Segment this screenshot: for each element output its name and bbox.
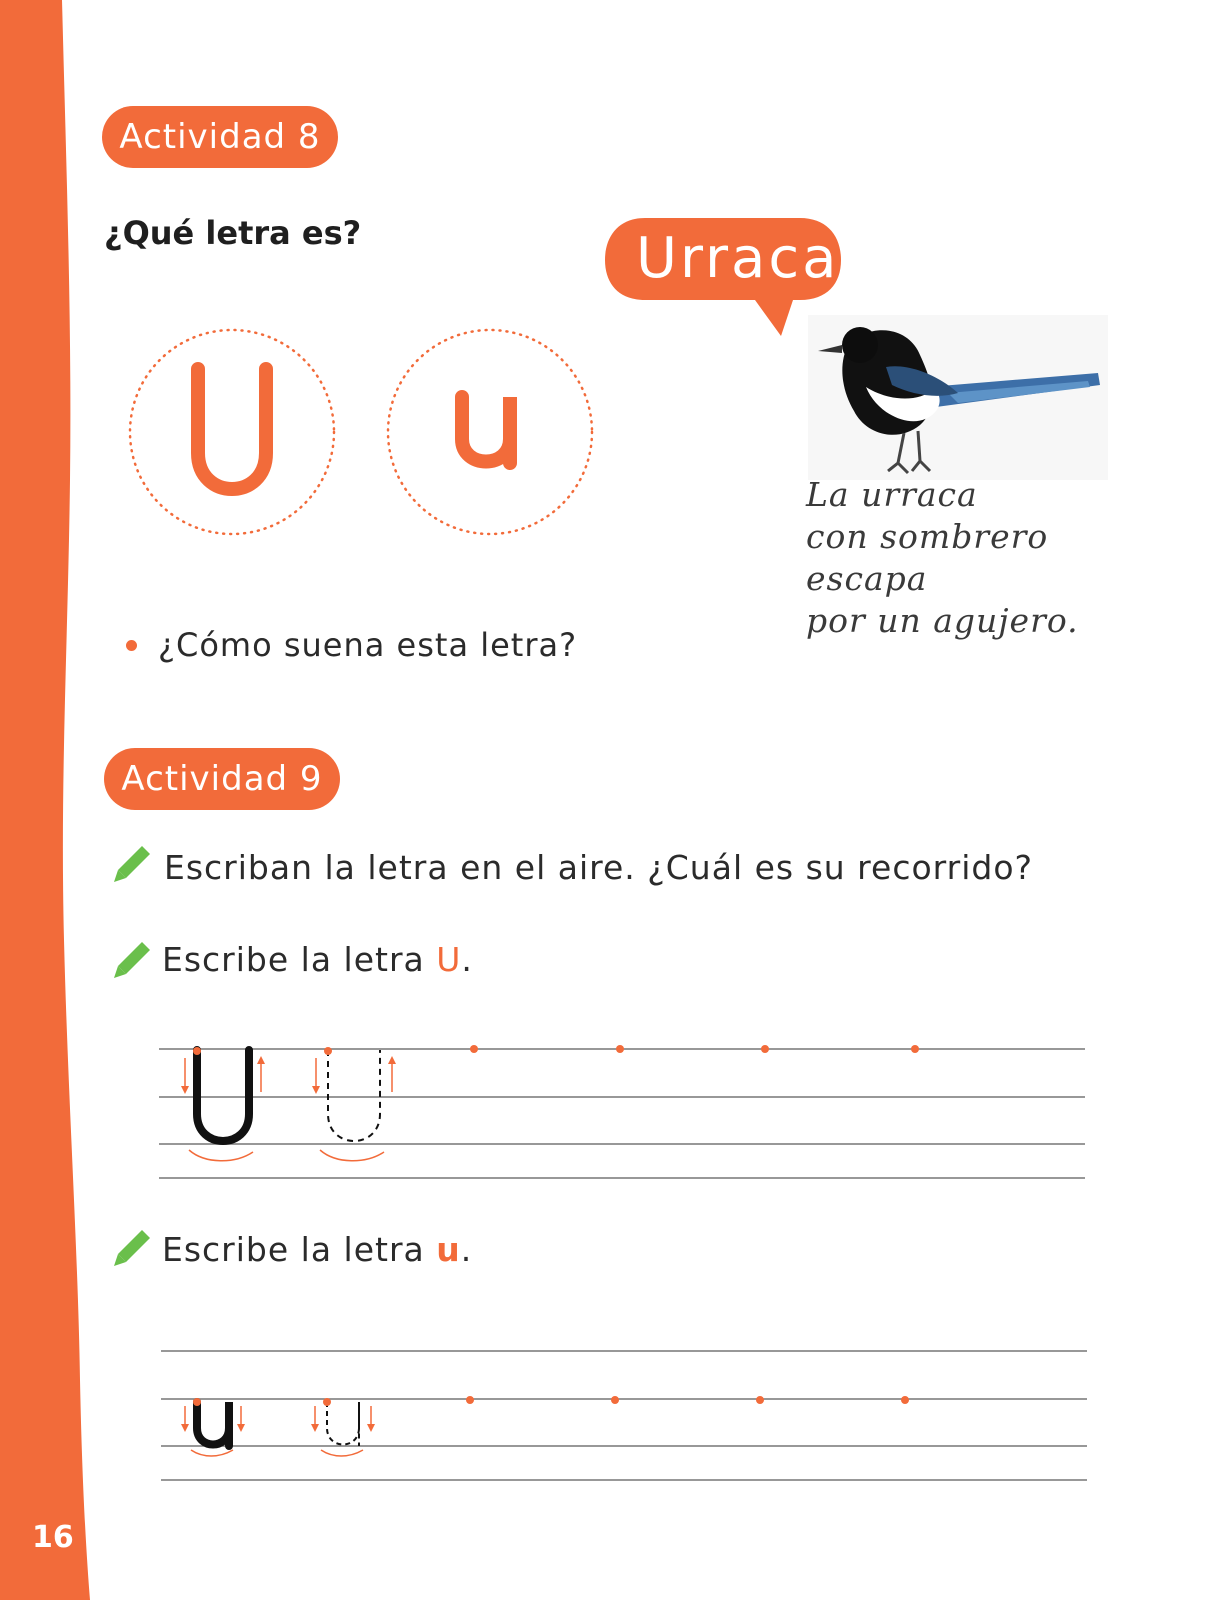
activity-9-label: Actividad 9: [121, 759, 323, 799]
page-side-band: [0, 0, 110, 1600]
poem-line: escapa: [806, 559, 928, 598]
page-number: 16: [32, 1520, 74, 1555]
instruction-letter: U: [436, 940, 462, 979]
instruction-end: .: [461, 940, 473, 979]
pencil-icon: [112, 1226, 154, 1268]
instruction-end: .: [460, 1230, 473, 1269]
lower-u-glyph: [462, 397, 510, 463]
dashed-upper-u: [328, 1050, 380, 1141]
dashed-lower-u: [327, 1402, 359, 1446]
poem-line: por un agujero.: [806, 601, 1079, 640]
activity-8-label: Actividad 8: [119, 117, 321, 157]
instruction-text: Escribe la letra: [162, 1230, 437, 1269]
writing-lines-upper: [155, 1010, 1090, 1180]
instruction-write-upper: [162, 940, 473, 979]
letter-circles: [120, 325, 600, 540]
magpie-bird-image: [808, 315, 1108, 480]
bullet-dot: [126, 640, 137, 651]
upper-u-glyph: [198, 369, 266, 489]
instruction-letter: u: [436, 1230, 461, 1269]
poem-line: con sombrero: [806, 517, 1049, 556]
poem: [806, 474, 1079, 642]
activity-9-badge: [104, 748, 340, 810]
model-lower-u: [197, 1402, 229, 1446]
bubble-word: Urraca: [636, 226, 840, 291]
upper-letter-circle: [130, 330, 334, 534]
sound-question: ¿Cómo suena esta letra?: [158, 626, 578, 664]
instruction-write-lower: [162, 1230, 472, 1269]
model-upper-u: [197, 1050, 249, 1141]
lower-letter-circle: [388, 330, 592, 534]
writing-lines-lower: [155, 1340, 1090, 1485]
activity-8-badge: [102, 106, 338, 168]
pencil-icon: [112, 938, 154, 980]
instruction-air: Escriban la letra en el aire. ¿Cuál es su recorrido?: [164, 848, 1034, 887]
pencil-icon: [112, 842, 154, 884]
question-title: ¿Qué letra es?: [104, 214, 362, 252]
poem-line: La urraca: [806, 475, 978, 514]
instruction-text: Escribe la letra: [162, 940, 437, 979]
